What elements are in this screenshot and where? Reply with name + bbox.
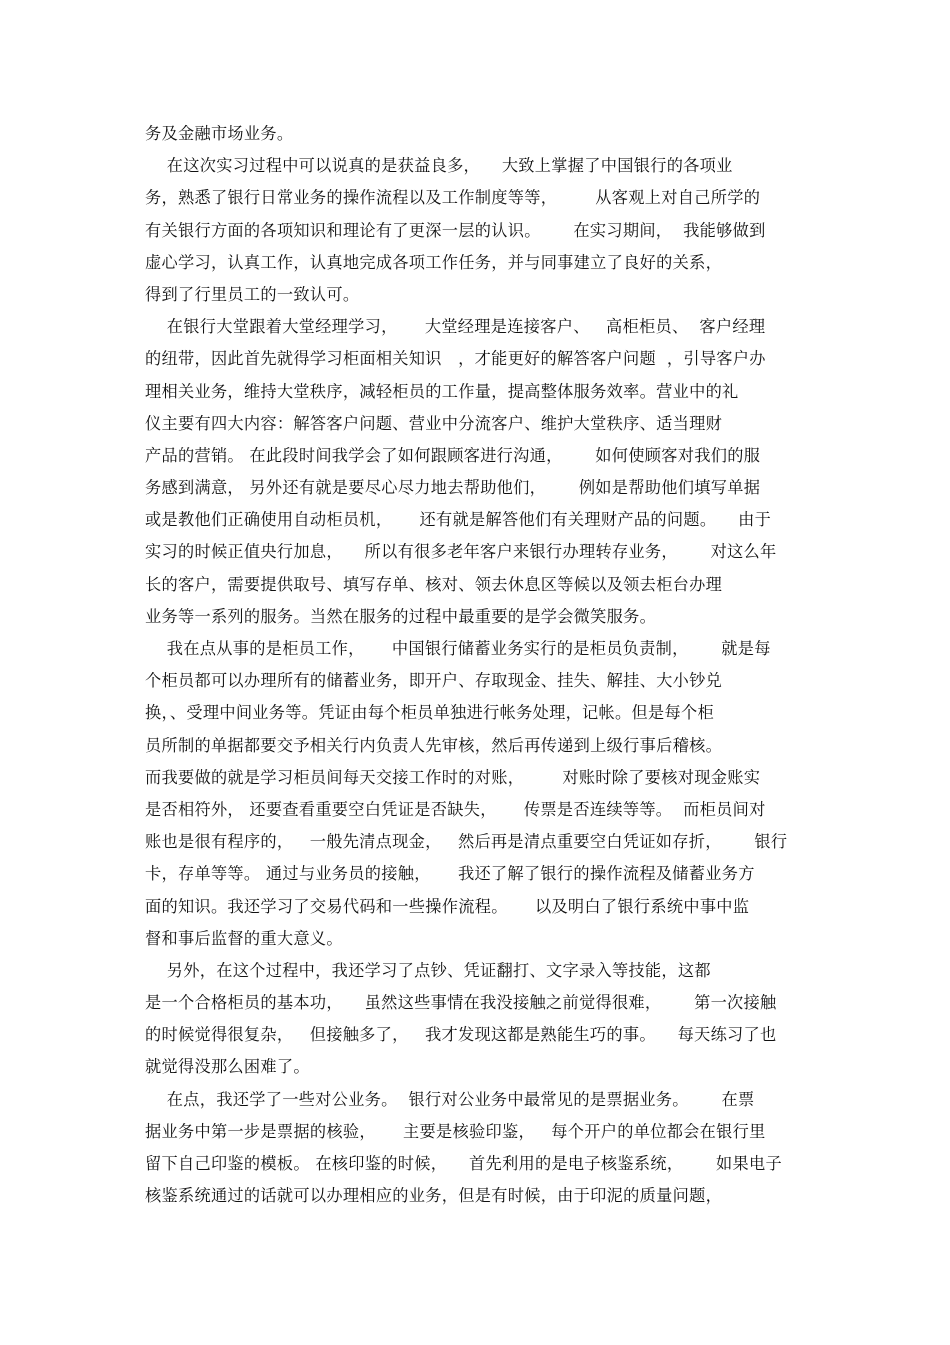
text-line: 在点，我还学了一些对公业务。 银行对公业务中最常见的是票据业务。 在票 (145, 1089, 755, 1109)
text-line: 员所制的单据都要交予相关行内负责人先审核，然后再传递到上级行事后稽核。 (145, 735, 723, 755)
text-line: 换，、受理中间业务等。凭证由每个柜员单独进行帐务处理，记帐。但是每个柜 (145, 703, 714, 723)
text-line: 实习的时候正值央行加息， 所以有很多老年客户来银行办理转存业务， 对这么年 (145, 542, 777, 562)
text-line: 账也是很有程序的， 一般先清点现金， 然后再是清点重要空白凭证如存折， 银行 (145, 832, 788, 852)
text-line: 的纽带，因此首先就得学习柜面相关知识 ，才能更好的解答客户问题 ，引导客户办 (145, 349, 766, 369)
text-line: 在这次实习过程中可以说真的是获益良多， 大致上掌握了中国银行的各项业 (145, 156, 733, 176)
text-line: 卡，存单等等。 通过与业务员的接触， 我还了解了银行的操作流程及储蓄业务方 (145, 864, 755, 884)
text-line: 留下自己印鉴的模板。 在核印鉴的时候， 首先利用的是电子核鉴系统， 如果电子 (145, 1154, 782, 1173)
body-text (145, 118, 810, 1212)
text-line: 另外，在这个过程中，我还学习了点钞、凭证翻打、文字录入等技能，这都 (145, 960, 711, 980)
text-line: 产品的营销。 在此段时间我学会了如何跟顾客进行沟通， 如何使顾客对我们的服 (145, 445, 761, 465)
text-line: 面的知识。我还学习了交易代码和一些操作流程。 以及明白了银行系统中事中监 (145, 896, 750, 916)
text-line: 长的客户，需要提供取号、填写存单、核对、领去休息区等候以及领去柜台办理 (145, 574, 723, 594)
text-line: 就觉得没那么困难了。 (145, 1057, 310, 1077)
text-line: 得到了行里员工的一致认可。 (145, 284, 360, 304)
text-line: 个柜员都可以办理所有的储蓄业务，即开户、存取现金、挂失、解挂、大小钞兑 (145, 671, 723, 691)
text-line: 务感到满意， 另外还有就是要尽心尽力地去帮助他们， 例如是帮助他们填写单据 (145, 478, 761, 498)
text-line: 我在点从事的是柜员工作， 中国银行储蓄业务实行的是柜员负责制， 就是每 (145, 639, 771, 658)
text-line: 而我要做的就是学习柜员间每天交接工作时的对账， 对账时除了要核对现金账实 (145, 767, 761, 787)
text-line: 务及金融市场业务。 (145, 124, 294, 143)
text-line: 虚心学习，认真工作，认真地完成各项工作任务，并与同事建立了良好的关系， (145, 252, 723, 272)
text-line: 仪主要有四大内容：解答客户问题、营业中分流客户、维护大堂秩序、适当理财 (145, 413, 723, 433)
text-line: 理相关业务，维持大堂秩序，减轻柜员的工作量，提高整体服务效率。营业中的礼 (145, 381, 739, 401)
text-line: 是否相符外， 还要查看重要空白凭证是否缺失， 传票是否连续等等。 而柜员间对 (145, 799, 766, 819)
text-line: 据业务中第一步是票据的核验， 主要是核验印鉴， 每个开户的单位都会在银行里 (145, 1121, 766, 1141)
text-line: 核鉴系统通过的话就可以办理相应的业务，但是有时候，由于印泥的质量问题， (145, 1186, 723, 1206)
text-line: 在银行大堂跟着大堂经理学习， 大堂经理是连接客户、 高柜柜员、 客户经理 (145, 317, 766, 337)
text-line: 督和事后监督的重大意义。 (145, 928, 343, 948)
text-line: 务，熟悉了银行日常业务的操作流程以及工作制度等等， 从客观上对自己所学的 (145, 188, 761, 208)
text-line: 业务等一系列的服务。当然在服务的过程中最重要的是学会微笑服务。 (145, 606, 657, 626)
text-line: 或是教他们正确使用自动柜员机， 还有就是解答他们有关理财产品的问题。 由于 (145, 510, 772, 530)
text-line: 是一个合格柜员的基本功， 虽然这些事情在我没接触之前觉得很难， 第一次接触 (145, 993, 777, 1013)
text-line: 有关银行方面的各项知识和理论有了更深一层的认识。 在实习期间， 我能够做到 (145, 220, 766, 240)
text-line: 的时候觉得很复杂， 但接触多了， 我才发现这都是熟能生巧的事。 每天练习了也 (145, 1025, 777, 1045)
